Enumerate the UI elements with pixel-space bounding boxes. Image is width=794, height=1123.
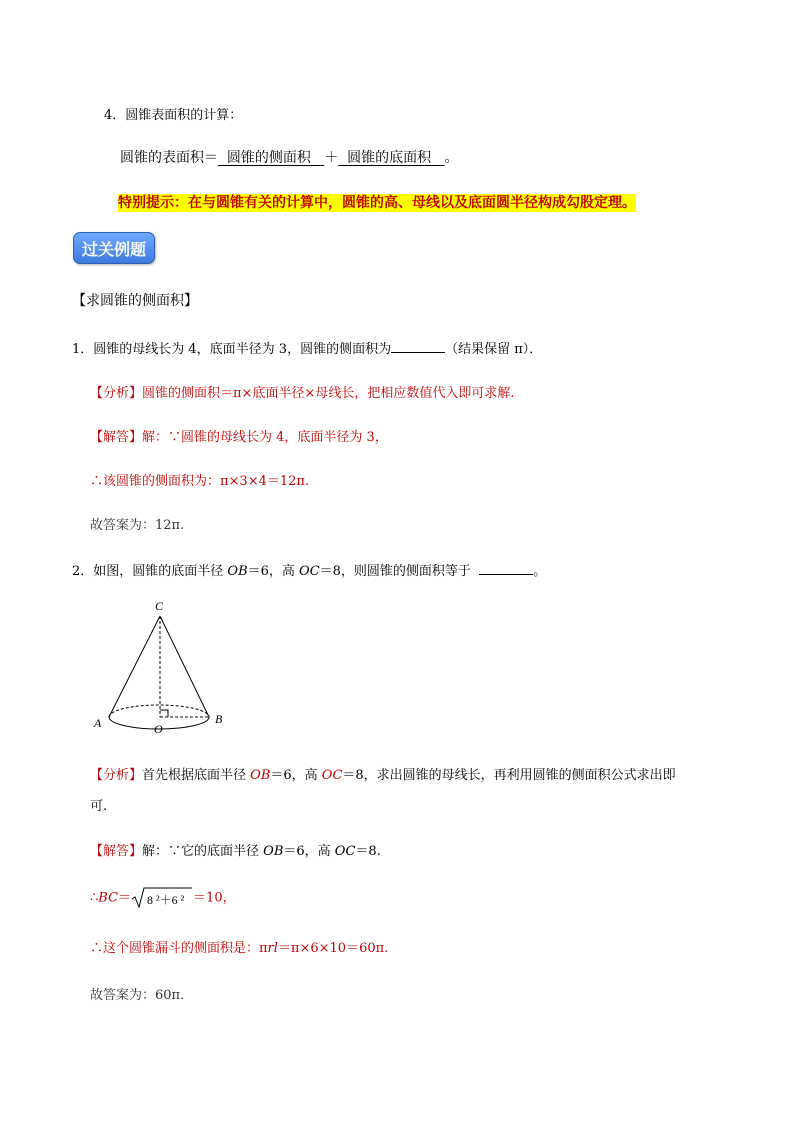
analysis-tag: 【分析】 [90, 386, 143, 401]
q2-text-a: 2．如图，圆锥的底面半径 [72, 564, 228, 579]
q1-solution [90, 426, 388, 445]
label-b: B [215, 712, 223, 726]
q2-area-rl: rl [267, 941, 278, 956]
q2-solution-oc: OC [334, 844, 356, 859]
question-1-text-after: （结果保留 π）． [445, 342, 543, 357]
base-back-arc [109, 705, 209, 717]
q2-text-end: 。 [533, 564, 547, 579]
formula-term-base: 圆锥的底面积 [347, 150, 432, 166]
q2-solution-a: 解：∵它的底面半径 [142, 844, 264, 859]
label-a: A [94, 716, 102, 730]
q2-bc: BC [98, 890, 119, 906]
special-tip-text: 特别提示：在与圆锥有关的计算中，圆锥的高、母线以及底面圆半径构成勾股定理。 [118, 195, 636, 211]
q2-analysis-ob: OB [250, 768, 271, 783]
special-tip [118, 192, 636, 212]
q2-analysis-a: 首先根据底面半径 [142, 768, 251, 783]
label-c: C [155, 599, 164, 613]
solution-tag: 【解答】 [90, 844, 143, 859]
q2-solution-b: ＝6，高 [283, 844, 335, 859]
section-heading: 4．圆锥表面积的计算： [104, 108, 243, 123]
section-badge: 过关例题 [73, 232, 155, 264]
q2-analysis-oc: OC [321, 768, 343, 783]
q2-text-c: ＝8，则圆锥的侧面积等于 [319, 564, 471, 579]
q2-solution-ob: OB [263, 844, 284, 859]
sqrt-sign [131, 886, 193, 910]
right-angle-mark [160, 710, 168, 717]
q2-bc-eq: ＝ [118, 890, 132, 906]
q2-analysis-c: ＝8，求出圆锥的母线长，再利用圆锥的侧面积公式求出即 [342, 768, 676, 783]
cone-edge-right [160, 616, 209, 717]
question-2 [72, 560, 546, 579]
q1-therefore: ∴该圆锥的侧面积为：π×3×4＝12π. [90, 474, 310, 489]
sqrt-radicand: 8 ²＋6 ² [147, 893, 185, 907]
cone-edge-left [109, 616, 160, 717]
therefore-symbol: ∴ [90, 890, 99, 906]
q2-area-text: ∴这个圆锥漏斗的侧面积是：π [90, 941, 268, 956]
surface-area-formula [120, 147, 459, 167]
q2-solution-c: ＝8. [355, 844, 381, 859]
q2-analysis [90, 764, 676, 783]
question-1 [72, 338, 542, 357]
q1-answer: 故答案为：12π. [90, 518, 185, 533]
answer-blank [391, 340, 445, 353]
q2-oc: OC [299, 564, 320, 579]
q2-text-b: ＝6，高 [247, 564, 300, 579]
q1-analysis [90, 382, 514, 401]
sqrt-expression [131, 886, 193, 910]
analysis-text: 圆锥的侧面积＝π×底面半径×母线长，把相应数值代入即可求解. [142, 386, 515, 401]
q2-analysis-cont: 可. [90, 799, 108, 814]
q2-area-rest: ＝π×6×10＝60π. [277, 941, 389, 956]
answer-blank [479, 562, 533, 575]
q2-analysis-b: ＝6，高 [270, 768, 322, 783]
formula-prefix: 圆锥的表面积＝ [120, 150, 218, 166]
q2-bc-result: ＝10， [193, 890, 236, 906]
q2-solution [90, 840, 381, 859]
formula-end: 。 [444, 150, 459, 166]
subheading: 【求圆锥的侧面积】 [72, 293, 198, 309]
formula-term-lateral: 圆锥的侧面积 [226, 150, 311, 166]
question-1-text: 1．圆锥的母线长为 4，底面半径为 3，圆锥的侧面积为 [72, 342, 392, 357]
label-o: O [154, 722, 163, 736]
solution-text: 解：∵圆锥的母线长为 4，底面半径为 3， [142, 430, 388, 445]
formula-plus: ＋ [324, 150, 339, 166]
q2-area-line [90, 937, 388, 956]
q2-bc-line [90, 886, 236, 910]
q2-ob: OB [227, 564, 248, 579]
cone-diagram [88, 596, 228, 746]
q2-answer: 故答案为：60π. [90, 988, 185, 1003]
analysis-tag: 【分析】 [90, 768, 143, 783]
solution-tag: 【解答】 [90, 430, 143, 445]
